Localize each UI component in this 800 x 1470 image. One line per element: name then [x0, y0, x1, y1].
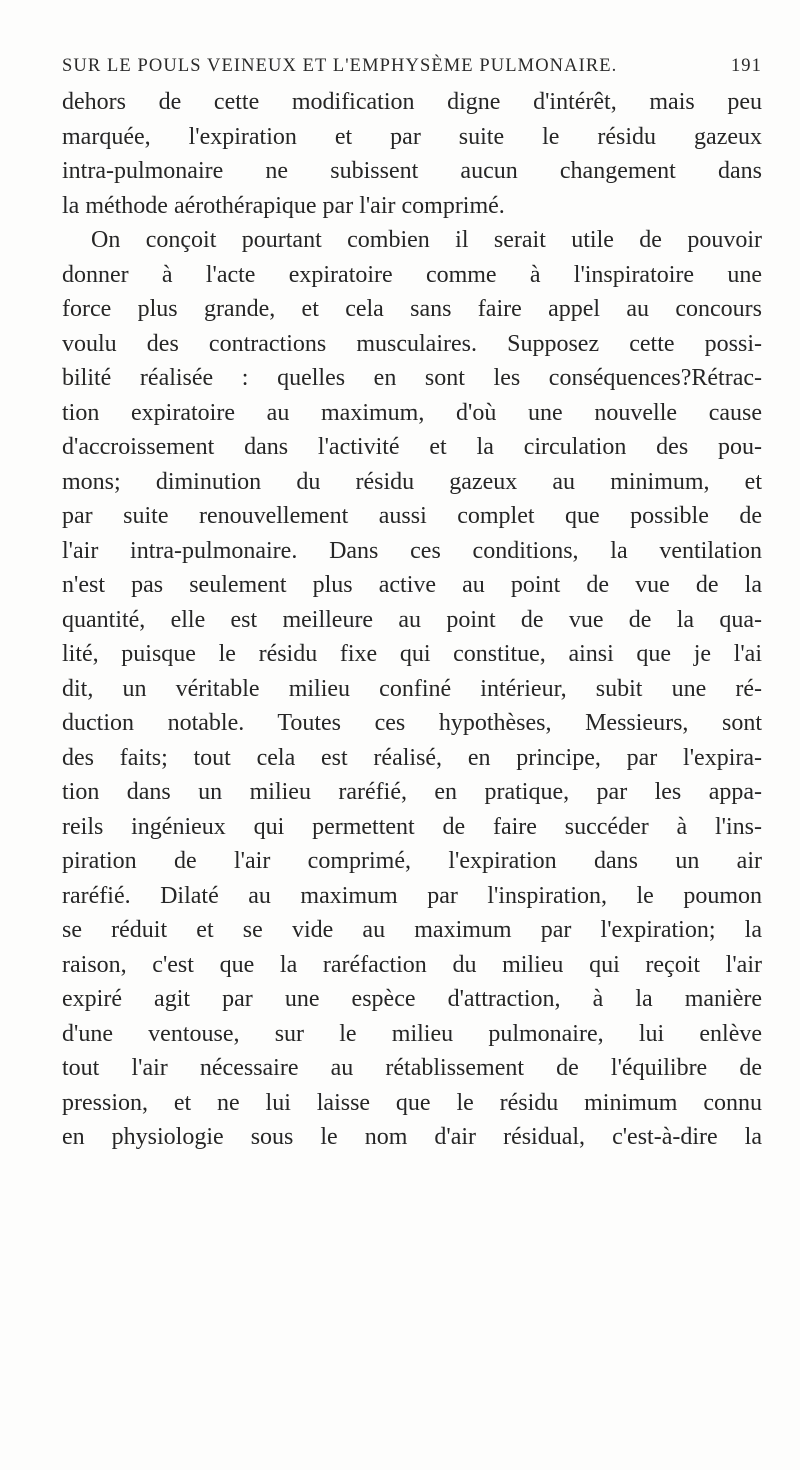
text-line: mons; diminution du résidu gazeux au minimum, et	[62, 468, 762, 495]
text-line: l'air intra-pulmonaire. Dans ces conditions, la ventilation	[62, 537, 762, 564]
text-line: bilité réalisée : quelles en sont les conséquences?Rétrac-	[62, 365, 762, 391]
page-number: 191	[730, 56, 762, 76]
text-line: d'accroissement dans l'activité et la circulation des pou-	[62, 434, 762, 460]
text-line: tion dans un milieu raréfié, en pratique, par les appa-	[62, 779, 762, 805]
text-line: tout l'air nécessaire au rétablissement de l'équilibre de	[62, 1055, 762, 1081]
text-line: marquée, l'expiration et par suite le résidu gazeux	[62, 123, 762, 150]
text-line: voulu des contractions musculaires. Supposez cette possi-	[62, 330, 762, 357]
text-line: lité, puisque le résidu fixe qui constitue, ainsi que je l'ai	[62, 641, 762, 667]
text-line: raréfié. Dilaté au maximum par l'inspiration, le poumon	[62, 882, 762, 909]
text-line: la méthode aérothérapique par l'air comprimé.	[62, 192, 505, 219]
text-line: tion expiratoire au maximum, d'où une nouvelle cause	[62, 399, 762, 426]
text-line: duction notable. Toutes ces hypothèses, Messieurs, sont	[62, 710, 762, 736]
text-line: se réduit et se vide au maximum par l'expiration; la	[62, 917, 762, 943]
text-line: des faits; tout cela est réalisé, en principe, par l'expira-	[62, 744, 762, 771]
text-line: d'une ventouse, sur le milieu pulmonaire, lui enlève	[62, 1020, 762, 1047]
text-line: n'est pas seulement plus active au point de vue de la	[62, 572, 762, 598]
body-text	[62, 85, 762, 1155]
text-line: reils ingénieux qui permettent de faire succéder à l'ins-	[62, 813, 762, 840]
text-line: intra-pulmonaire ne subissent aucun changement dans	[62, 158, 762, 184]
text-line: donner à l'acte expiratoire comme à l'inspiratoire une	[62, 261, 762, 288]
text-line: quantité, elle est meilleure au point de vue de la qua-	[62, 606, 762, 633]
running-head-title: SUR LE POULS VEINEUX ET L'EMPHYSÈME PULMONAIRE.	[62, 56, 618, 76]
text-line: piration de l'air comprimé, l'expiration dans un air	[62, 848, 762, 874]
running-head	[62, 56, 762, 77]
text-line: en physiologie sous le nom d'air résidual, c'est-à-dire la	[62, 1124, 762, 1150]
text-line: dit, un véritable milieu confiné intérieur, subit une ré-	[62, 675, 762, 702]
text-line: pression, et ne lui laisse que le résidu minimum connu	[62, 1089, 762, 1116]
text-line: expiré agit par une espèce d'attraction, à la manière	[62, 986, 762, 1012]
text-line: dehors de cette modification digne d'intérêt, mais peu	[62, 89, 762, 115]
text-line: raison, c'est que la raréfaction du milieu qui reçoit l'air	[62, 951, 762, 978]
text-line: force plus grande, et cela sans faire appel au concours	[62, 296, 762, 322]
text-line: On conçoit pourtant combien il serait utile de pouvoir	[91, 227, 762, 253]
text-line: par suite renouvellement aussi complet que possible de	[62, 503, 762, 529]
